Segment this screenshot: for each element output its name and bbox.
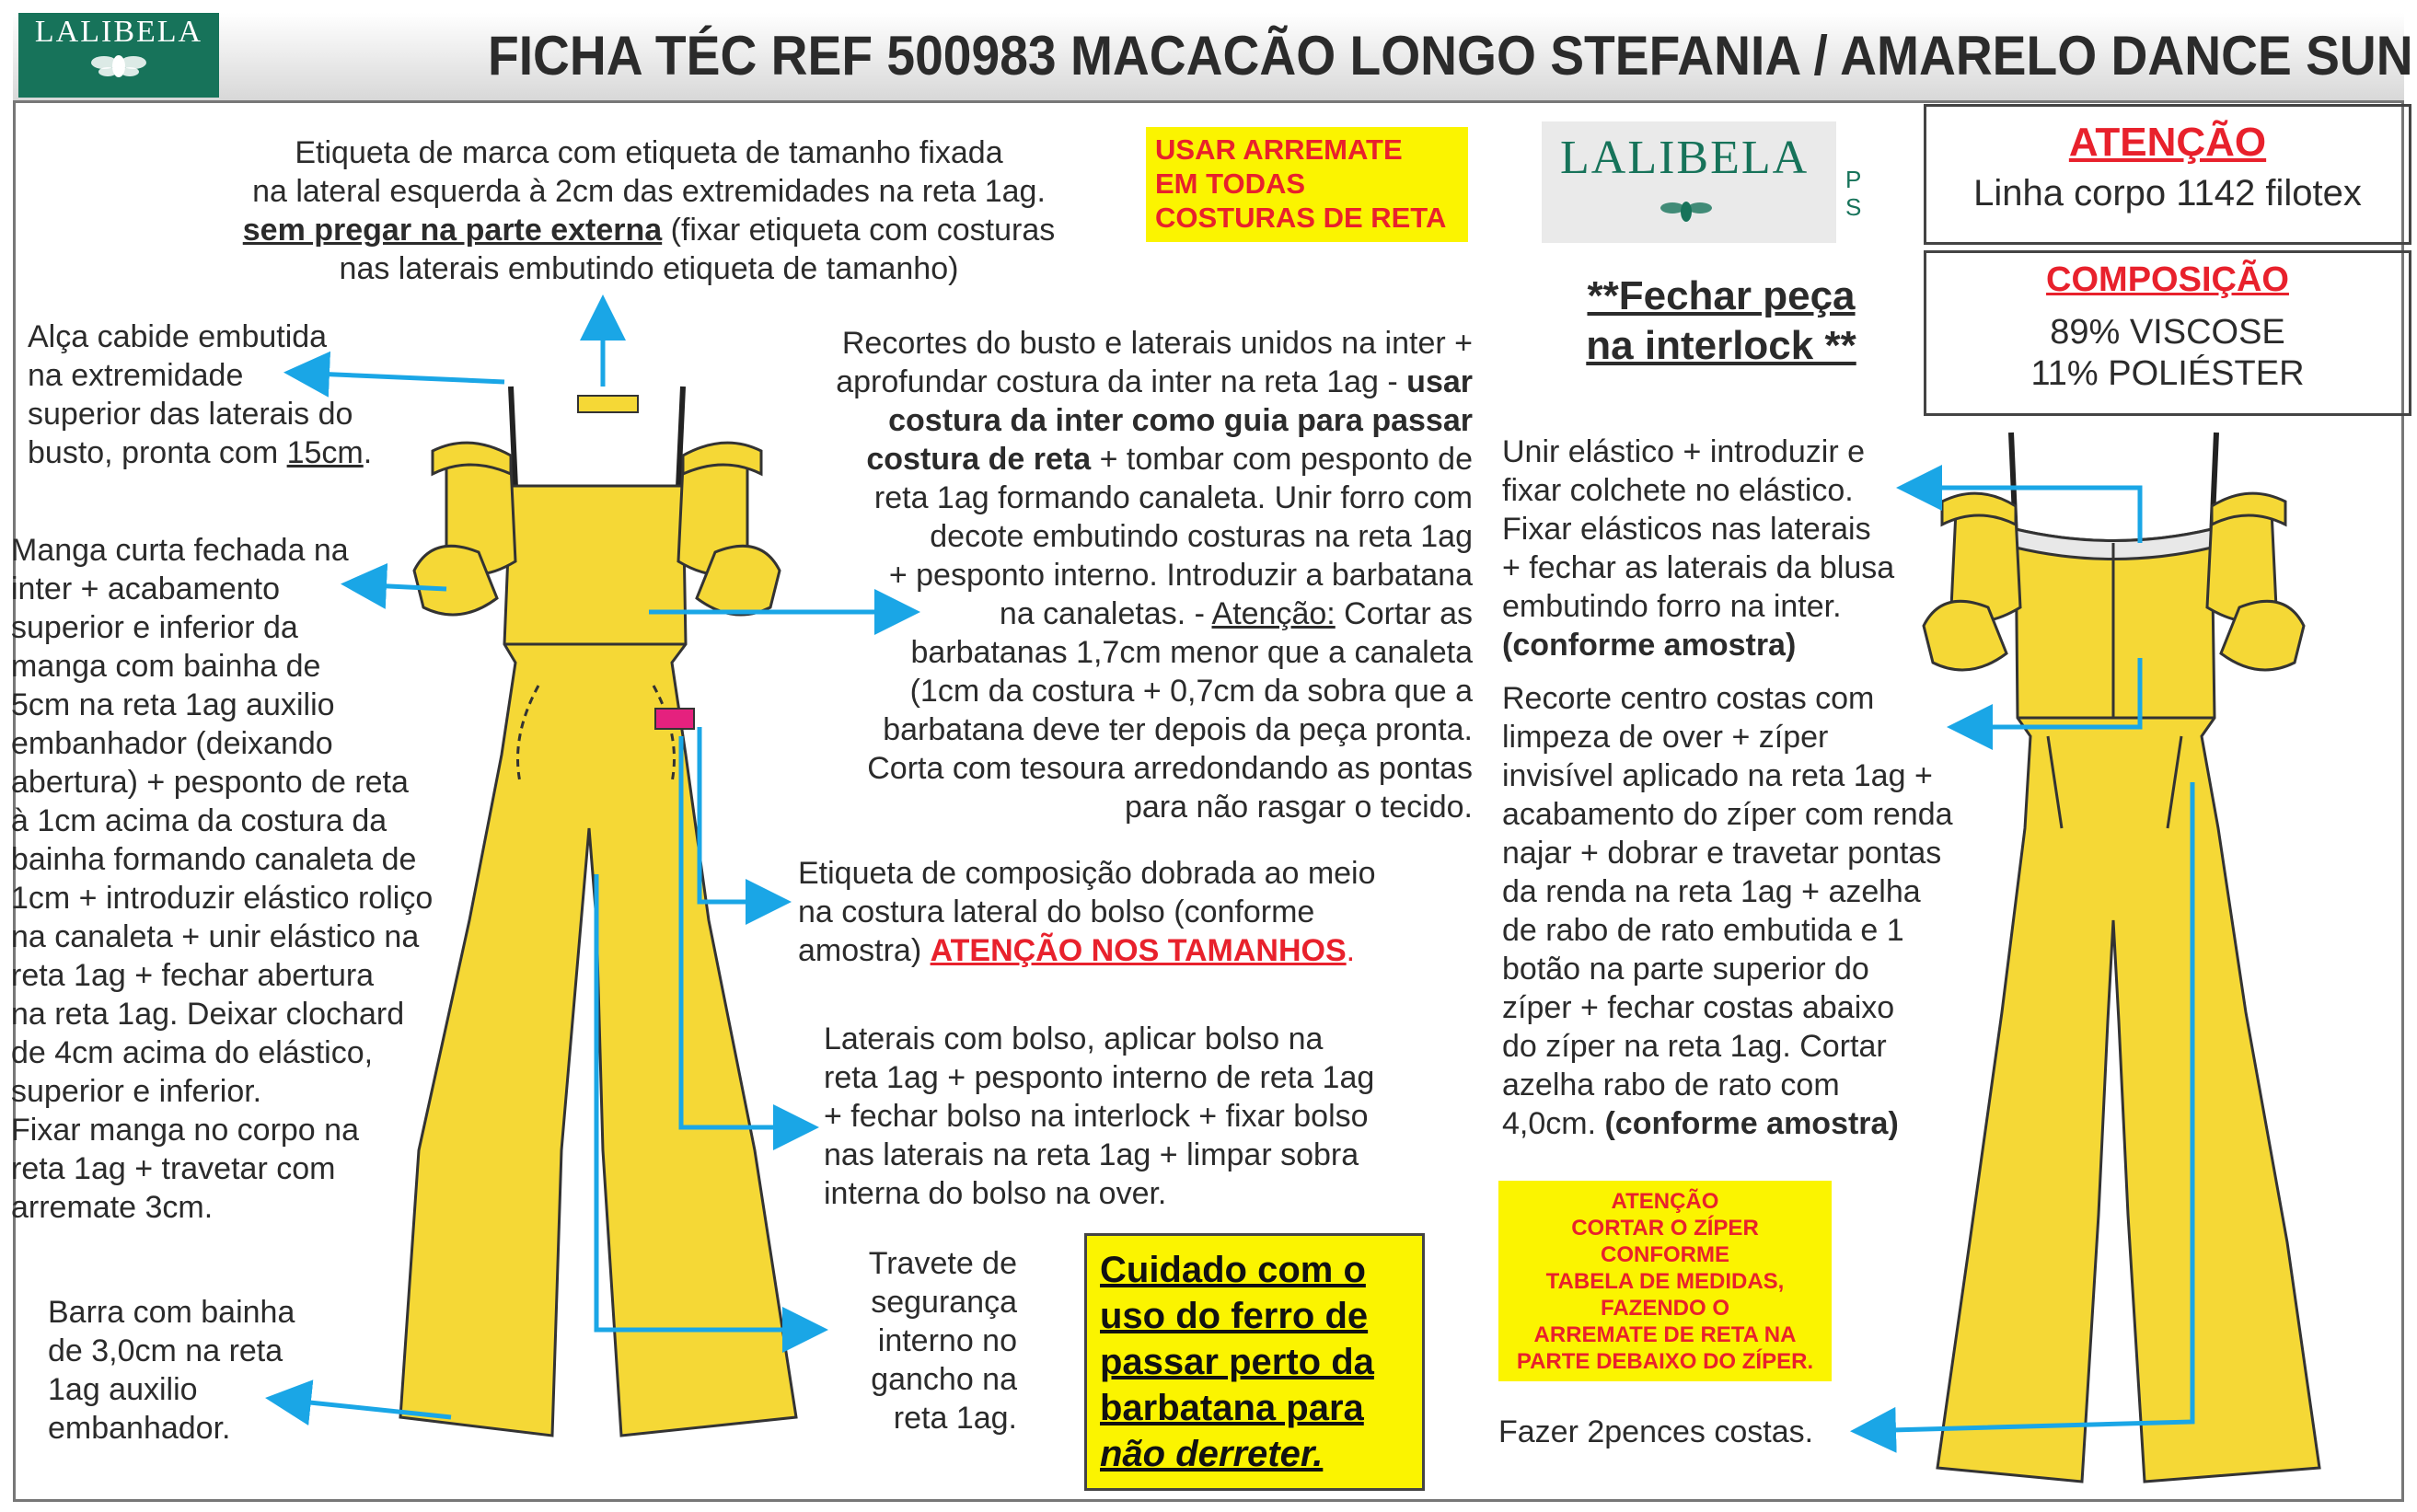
note-line: inter + acabamento <box>11 571 281 606</box>
note-line <box>28 433 423 472</box>
note-line: invisível aplicado na reta 1ag + <box>1502 758 1933 793</box>
note-line: Alça cabide embutida <box>28 319 328 354</box>
note-usar-arremate <box>1146 127 1468 242</box>
note-line: USAR ARREMATE <box>1155 133 1403 166</box>
note-line: Etiqueta de composição dobrada ao meio <box>798 856 1376 891</box>
note-line: de 3,0cm na reta <box>48 1333 283 1368</box>
note-line: Travete de <box>868 1246 1017 1281</box>
note-barra <box>48 1293 379 1448</box>
note-travete <box>810 1244 1017 1437</box>
note-underlined: Atenção: <box>1211 596 1336 631</box>
note-line: Manga curta fechada na <box>11 533 349 568</box>
side-letter: S <box>1845 193 1862 221</box>
note-line: segurança <box>871 1285 1017 1320</box>
note-atencao-ziper <box>1498 1181 1832 1381</box>
note-recorte-costas <box>1502 679 2018 1143</box>
note-alca-cabide <box>28 317 423 472</box>
note-line: à 1cm acima da costura da <box>11 803 387 838</box>
composicao-title: COMPOSIÇÃO <box>2046 260 2289 299</box>
note-line <box>755 363 1473 401</box>
note-line: de 4cm acima do elástico, <box>11 1035 374 1070</box>
note-line: ATENÇÃO <box>1611 1189 1719 1214</box>
note-line: ARREMATE DE RETA NA <box>1533 1322 1797 1347</box>
note-line: na lateral esquerda à 2cm das extremidades na reta 1ag. <box>252 174 1046 209</box>
note-laterais-bolso <box>824 1020 1468 1213</box>
note-line: decote embutindo costuras na reta 1ag <box>930 519 1473 554</box>
note-line: embanhador. <box>48 1411 231 1446</box>
note-bold: sem pregar na parte externa <box>242 213 663 248</box>
note-fechar-peca <box>1565 271 1878 371</box>
note-text: Cortar as <box>1335 596 1473 631</box>
side-letter: P <box>1845 166 1862 193</box>
note-elastico <box>1502 433 1990 664</box>
note-line <box>189 211 1109 249</box>
note-line: nas laterais na reta 1ag + limpar sobra <box>824 1137 1359 1172</box>
note-line: de rabo de rato embutida e 1 <box>1502 913 1904 948</box>
atencao-box <box>1924 104 2411 245</box>
note-line: embanhador (deixando <box>11 726 333 761</box>
note-bold: (conforme amostra) <box>1604 1106 1899 1141</box>
note-line: reta 1ag + fechar abertura <box>11 958 375 993</box>
note-text: . <box>363 435 373 470</box>
note-line: Laterais com bolso, aplicar bolso na <box>824 1021 1324 1056</box>
note-line: najar + dobrar e travetar pontas <box>1502 836 1942 871</box>
note-line: na extremidade <box>28 358 244 393</box>
note-line: passar perto da <box>1100 1342 1374 1382</box>
note-alert: ATENÇÃO NOS TAMANHOS <box>930 933 1347 968</box>
note-line: gancho na <box>871 1362 1017 1397</box>
note-line: 1ag auxilio <box>48 1372 198 1407</box>
note-line: Etiqueta de marca com etiqueta de tamanho fixada <box>295 135 1003 170</box>
note-line: TABELA DE MEDIDAS, <box>1545 1269 1785 1294</box>
note-line: na costura lateral do bolso (conforme <box>798 895 1315 929</box>
note-etiqueta-composicao <box>798 854 1461 970</box>
note-line: nas laterais embutindo etiqueta de tamanho) <box>339 251 959 286</box>
note-line: Barra com bainha <box>48 1295 295 1330</box>
composicao-line: 89% VISCOSE <box>2050 313 2285 352</box>
note-line: acabamento do zíper com renda <box>1502 797 1953 832</box>
note-line <box>755 440 1473 479</box>
composicao-box <box>1924 250 2411 416</box>
note-line: fixar colchete no elástico. <box>1502 473 1854 508</box>
note-line: na canaleta + unir elástico na <box>11 919 420 954</box>
atencao-text: Linha corpo 1142 filotex <box>1973 173 2362 214</box>
note-line: embutindo forro na inter. <box>1502 589 1842 624</box>
note-line: + fechar as laterais da blusa <box>1502 550 1895 585</box>
note-line: barbatanas 1,7cm menor que a canaleta <box>910 635 1473 670</box>
note-text: amostra) <box>798 933 931 968</box>
note-line: PARTE DEBAIXO DO ZÍPER. <box>1516 1349 1814 1374</box>
composicao-line: 11% POLIÉSTER <box>2030 354 2305 393</box>
note-cuidado-ferro <box>1084 1233 1425 1491</box>
note-line <box>755 594 1473 633</box>
note-line: CONFORME <box>1601 1242 1729 1267</box>
note-bold: usar <box>1406 364 1473 399</box>
note-line: reta 1ag formando canaleta. Unir forro com <box>873 480 1473 515</box>
note-line: CORTAR O ZÍPER <box>1571 1216 1759 1241</box>
note-line: uso do ferro de <box>1100 1296 1369 1336</box>
note-line: superior das laterais do <box>28 397 353 432</box>
note-line: interno no <box>877 1323 1017 1358</box>
note-line <box>1502 1104 2018 1143</box>
note-line: Corta com tesoura arredondando as pontas <box>867 751 1473 786</box>
note-text: (fixar etiqueta com costuras <box>662 213 1056 248</box>
note-line: reta 1ag + pesponto interno de reta 1ag <box>824 1060 1375 1095</box>
note-text: na canaletas. - <box>999 596 1212 631</box>
note-text: 4,0cm. <box>1502 1106 1605 1141</box>
note-line: EM TODAS <box>1155 167 1306 200</box>
note-line: Fixar manga no corpo na <box>11 1113 359 1148</box>
note-line: Fixar elásticos nas laterais <box>1502 512 1871 547</box>
note-text: . <box>1346 933 1356 968</box>
note-line: FAZENDO O <box>1600 1296 1729 1321</box>
atencao-title: ATENÇÃO <box>2068 120 2267 165</box>
note-line: azelha rabo de rato com <box>1502 1068 1840 1102</box>
note-line: Cuidado com o <box>1100 1250 1366 1290</box>
note-text: busto, pronta com <box>28 435 287 470</box>
note-pences: Fazer 2pences costas. <box>1498 1414 1814 1449</box>
note-line: superior e inferior da <box>11 610 298 645</box>
note-line: zíper + fechar costas abaixo <box>1502 990 1895 1025</box>
note-line: arremate 3cm. <box>11 1190 214 1225</box>
note-text: + tombar com pesponto de <box>1091 442 1473 477</box>
note-line: reta 1ag. <box>893 1401 1017 1436</box>
note-line: **Fechar peça <box>1587 273 1856 318</box>
note-line: COSTURAS DE RETA <box>1155 202 1447 234</box>
brand-side-letters <box>1845 166 1861 221</box>
note-line: 1cm + introduzir elástico roliço <box>11 881 434 916</box>
note-line: interna do bolso na over. <box>824 1176 1167 1211</box>
note-line: não derreter. <box>1100 1434 1324 1474</box>
note-text: aprofundar costura da inter na reta 1ag - <box>836 364 1407 399</box>
note-line: do zíper na reta 1ag. Cortar <box>1502 1029 1887 1064</box>
note-line: reta 1ag + travetar com <box>11 1151 336 1186</box>
note-manga <box>11 531 480 1227</box>
brand-name-secondary: LALIBELA <box>1560 132 1810 184</box>
note-line: na interlock ** <box>1586 323 1856 368</box>
note-line: manga com bainha de <box>11 649 321 684</box>
note-line: abertura) + pesponto de reta <box>11 765 409 800</box>
note-line: barbatana deve ter depois da peça pronta. <box>883 712 1473 747</box>
note-line: (conforme amostra) <box>1502 628 1797 663</box>
note-line: botão na parte superior do <box>1502 952 1869 987</box>
note-recortes-busto <box>755 324 1473 826</box>
note-line: Recorte centro costas com <box>1502 681 1875 716</box>
note-line: costura da inter como guia para passar <box>888 403 1473 438</box>
brand-name: LALIBELA <box>34 15 203 49</box>
note-line <box>798 931 1461 970</box>
note-line: + fechar bolso na interlock + fixar bolso <box>824 1099 1369 1134</box>
note-line: da renda na reta 1ag + azelha <box>1502 874 1921 909</box>
page-title: FICHA TÉC REF 500983 MACACÃO LONGO STEFANIA / AMARELO DANCE SUN <box>488 25 2413 87</box>
note-line: (1cm da costura + 0,7cm da sobra que a <box>909 674 1473 709</box>
note-line: bainha formando canaleta de <box>11 842 417 877</box>
note-line: Recortes do busto e laterais unidos na inter + <box>841 326 1473 361</box>
note-etiqueta-marca <box>189 133 1109 288</box>
note-line: na reta 1ag. Deixar clochard <box>11 997 405 1032</box>
note-line: para não rasgar o tecido. <box>1124 790 1473 825</box>
note-line: barbatana para <box>1100 1388 1364 1428</box>
note-line: superior e inferior. <box>11 1074 262 1109</box>
note-line: 5cm na reta 1ag auxilio <box>11 687 335 722</box>
note-underlined: 15cm <box>286 435 364 470</box>
note-line: Unir elástico + introduzir e <box>1502 434 1866 469</box>
note-line: limpeza de over + zíper <box>1502 720 1829 755</box>
note-line: + pesponto interno. Introduzir a barbatana <box>888 558 1473 593</box>
note-bold: costura de reta <box>866 442 1092 477</box>
